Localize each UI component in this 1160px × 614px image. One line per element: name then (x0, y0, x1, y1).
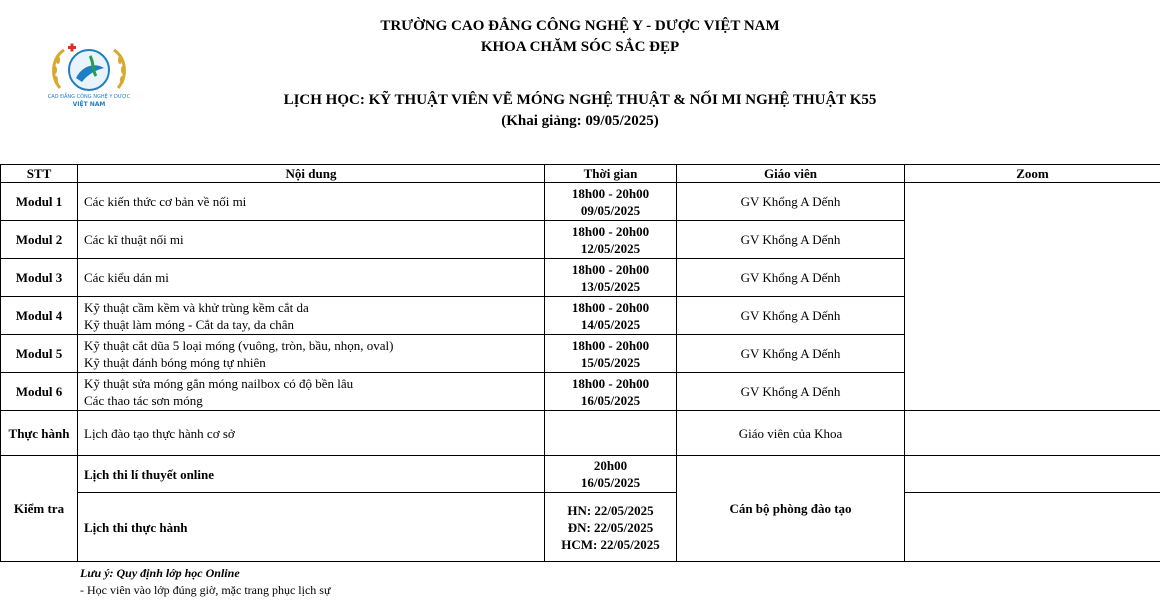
exam-zoom-cell[interactable] (905, 493, 1160, 562)
practice-content: Lịch đào tạo thực hành cơ sở (78, 411, 545, 456)
module-time (545, 259, 677, 297)
module-time (545, 183, 677, 221)
module-label: Modul 4 (1, 297, 78, 335)
column-header-teacher: Giáo viên (677, 165, 905, 183)
module-label: Modul 3 (1, 259, 78, 297)
time-range: 18h00 - 20h00 (571, 299, 650, 315)
svg-text:CAO ĐẲNG CÔNG NGHỆ Y DƯỢC: CAO ĐẲNG CÔNG NGHỆ Y DƯỢC (47, 94, 131, 100)
exam-date-hn: HN: 22/05/2025 (567, 502, 654, 518)
zoom-cell[interactable] (905, 183, 1160, 411)
time-date: 13/05/2025 (580, 278, 641, 294)
content-line: Kỹ thuật làm móng - Cắt da tay, da chân (84, 316, 294, 332)
practice-teacher: Giáo viên của Khoa (677, 411, 905, 456)
time-range: 18h00 - 20h00 (571, 185, 650, 201)
column-header-zoom: Zoom (905, 165, 1160, 183)
note-title: Lưu ý: Quy định lớp học Online (80, 566, 240, 580)
column-header-time: Thời gian (545, 165, 677, 183)
module-teacher: GV Khổng A Dếnh (677, 183, 905, 221)
exam-label: Kiểm tra (1, 456, 78, 562)
module-time (545, 373, 677, 411)
module-teacher: GV Khổng A Dếnh (677, 373, 905, 411)
column-header-content: Nội dung (78, 165, 545, 183)
module-content (78, 373, 545, 411)
schedule-table (0, 164, 1160, 562)
module-label: Modul 6 (1, 373, 78, 411)
column-header-stt: STT (1, 165, 78, 183)
module-content (78, 183, 545, 221)
content-line: Các kĩ thuật nối mi (84, 232, 184, 247)
time-date: 16/05/2025 (580, 392, 641, 408)
school-name: TRƯỜNG CAO ĐẲNG CÔNG NGHỆ Y - DƯỢC VIỆT NAM (380, 18, 780, 34)
time-date: 12/05/2025 (580, 240, 641, 256)
table-header-row (1, 165, 1160, 183)
content-line: Các thao tác sơn móng (84, 392, 203, 408)
exam-theory-row (1, 456, 1160, 493)
practice-time (545, 411, 677, 456)
faculty-name: KHOA CHĂM SÓC SẮC ĐẸP (480, 39, 680, 55)
time-range: 18h00 - 20h00 (571, 337, 650, 353)
exam-teacher: Cán bộ phòng đào tạo (677, 456, 905, 562)
module-teacher: GV Khổng A Dếnh (677, 259, 905, 297)
module-label: Modul 2 (1, 221, 78, 259)
module-time (545, 221, 677, 259)
time-range: 18h00 - 20h00 (571, 261, 650, 277)
table-row (1, 183, 1160, 221)
exam-date-hcm: HCM: 22/05/2025 (561, 536, 660, 552)
content-line: Các kiến thức cơ bản về nối mi (84, 194, 247, 209)
module-teacher: GV Khổng A Dếnh (677, 221, 905, 259)
module-content (78, 297, 545, 335)
content-line: Kỹ thuật cắt dũa 5 loại móng (vuông, tròn, bầu, nhọn, oval) (84, 337, 394, 353)
exam-date-dn: ĐN: 22/05/2025 (567, 519, 654, 535)
module-content (78, 335, 545, 373)
time-date: 15/05/2025 (580, 354, 641, 370)
note-item: - Học viên vào lớp đúng giờ, mặc trang phục lịch sự (80, 583, 331, 597)
time-range: 18h00 - 20h00 (571, 375, 650, 391)
exam-theory-time (545, 456, 677, 493)
time-date: 16/05/2025 (580, 475, 641, 490)
content-line: Các kiểu dán mi (84, 270, 169, 285)
practice-zoom[interactable] (905, 411, 1160, 456)
exam-practical-time (545, 493, 677, 562)
time-date: 09/05/2025 (580, 202, 641, 218)
module-content (78, 259, 545, 297)
module-teacher: GV Khổng A Dếnh (677, 297, 905, 335)
time-date: 14/05/2025 (580, 316, 641, 332)
content-line: Kỹ thuật cầm kềm và khử trùng kềm cắt da (84, 299, 309, 315)
time-range: 20h00 (593, 458, 628, 473)
module-label: Modul 5 (1, 335, 78, 373)
svg-text:VIỆT NAM: VIỆT NAM (72, 101, 106, 108)
module-content (78, 221, 545, 259)
content-line: Kỹ thuật sửa móng gắn móng nailbox có độ bền lâu (84, 375, 354, 391)
time-range: 18h00 - 20h00 (571, 223, 650, 239)
practice-row (1, 411, 1160, 456)
exam-practical-content: Lịch thi thực hành (78, 493, 545, 562)
exam-theory-content: Lịch thi lí thuyết online (78, 456, 545, 493)
practice-label: Thực hành (1, 411, 78, 456)
exam-zoom-cell[interactable] (905, 456, 1160, 493)
module-teacher: GV Khổng A Dếnh (677, 335, 905, 373)
schedule-title: LỊCH HỌC: KỸ THUẬT VIÊN VẼ MÓNG NGHỆ THUẬT & NỐI MI NGHỆ THUẬT K55 (283, 92, 877, 108)
module-label: Modul 1 (1, 183, 78, 221)
opening-date: (Khai giảng: 09/05/2025) (501, 113, 659, 129)
module-time (545, 335, 677, 373)
content-line: Kỹ thuật đánh bóng móng tự nhiên (84, 354, 266, 370)
module-time (545, 297, 677, 335)
